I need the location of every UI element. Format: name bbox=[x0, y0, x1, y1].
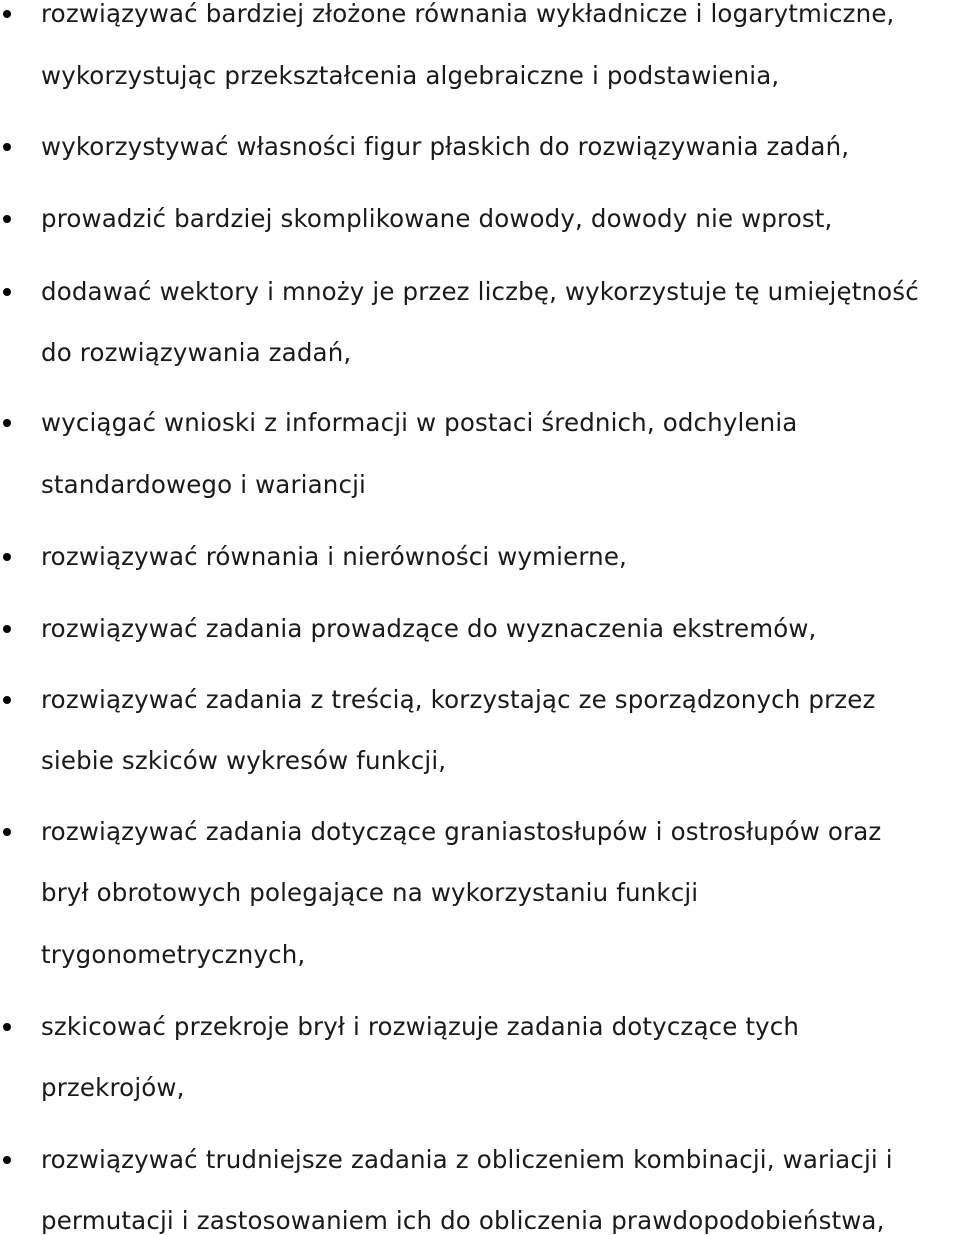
list-item-line: rozwiązywać zadania dotyczące graniastosłupów i ostrosłupów oraz bbox=[41, 817, 882, 846]
list-item-line: trygonometrycznych, bbox=[41, 940, 306, 969]
list-item-line: wykorzystywać własności figur płaskich do rozwiązywania zadań, bbox=[41, 132, 850, 161]
bullet-icon bbox=[3, 10, 11, 18]
bullet-icon bbox=[3, 1156, 11, 1164]
list-item-line: rozwiązywać zadania z treścią, korzystając ze sporządzonych przez bbox=[41, 685, 876, 714]
bullet-icon bbox=[3, 553, 11, 561]
bullet-icon bbox=[3, 288, 11, 296]
list-item-line: permutacji i zastosowaniem ich do obliczenia prawdopodobieństwa, bbox=[41, 1206, 885, 1235]
list-item-line: brył obrotowych polegające na wykorzystaniu funkcji bbox=[41, 878, 699, 907]
list-item-line: szkicować przekroje brył i rozwiązuje zadania dotyczące tych bbox=[41, 1012, 800, 1041]
bullet-icon bbox=[3, 828, 11, 836]
bullet-icon bbox=[3, 1023, 11, 1031]
list-item-line: wykorzystując przekształcenia algebraiczne i podstawienia, bbox=[41, 61, 780, 90]
list-item-line: siebie szkiców wykresów funkcji, bbox=[41, 746, 447, 775]
bullet-icon bbox=[3, 143, 11, 151]
bullet-icon bbox=[3, 696, 11, 704]
list-item-line: dodawać wektory i mnoży je przez liczbę, wykorzystuje tę umiejętność bbox=[41, 277, 919, 306]
bullet-icon bbox=[3, 215, 11, 223]
list-item-line: do rozwiązywania zadań, bbox=[41, 338, 352, 367]
bullet-icon bbox=[3, 419, 11, 427]
list-item-line: rozwiązywać bardziej złożone równania wykładnicze i logarytmiczne, bbox=[41, 0, 895, 28]
list-item-line: przekrojów, bbox=[41, 1073, 185, 1102]
list-item-line: prowadzić bardziej skomplikowane dowody, dowody nie wprost, bbox=[41, 204, 833, 233]
list-item-line: wyciągać wnioski z informacji w postaci średnich, odchylenia bbox=[41, 408, 798, 437]
list-item-line: standardowego i wariancji bbox=[41, 470, 367, 499]
bullet-icon bbox=[3, 625, 11, 633]
list-item-line: rozwiązywać równania i nierówności wymierne, bbox=[41, 542, 627, 571]
list-item-line: rozwiązywać trudniejsze zadania z obliczeniem kombinacji, wariacji i bbox=[41, 1145, 893, 1174]
list-item-line: rozwiązywać zadania prowadzące do wyznaczenia ekstremów, bbox=[41, 614, 817, 643]
